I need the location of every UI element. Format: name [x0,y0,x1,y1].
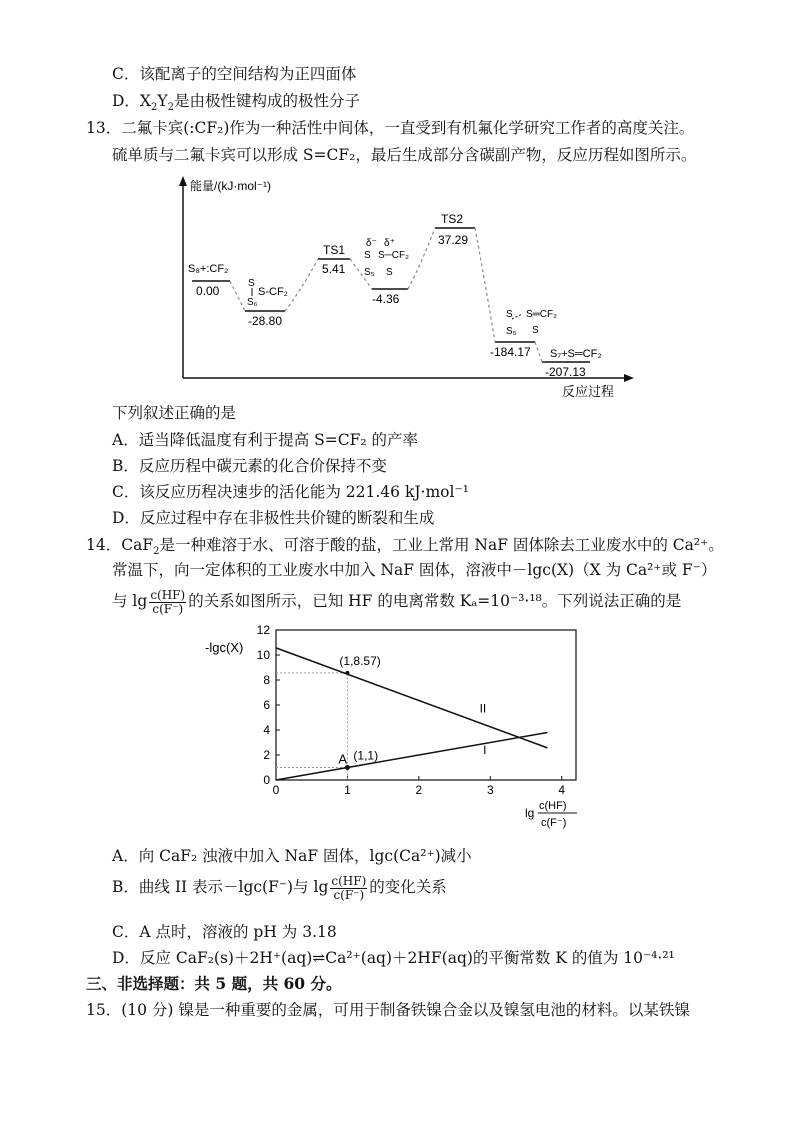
svg-text:S: S [506,309,513,320]
point-a-label: A [338,751,348,767]
energy-6: -207.13 [545,365,586,379]
state-s8-cf2: S₈+:CF₂ [188,263,229,275]
energy-5: -184.17 [490,345,531,359]
q15-stem: 15．(10 分) 镍是一种重要的金属，可用于制备铁镍合金以及镍氢电池的材料。以某铁镍 [86,1001,690,1019]
section-3-heading: 三、非选择题：共 5 题，共 60 分。 [86,974,342,993]
energy-profile-diagram [150,172,640,402]
curve-ii-label: II [479,701,487,716]
q13-option-c: C．该反应历程决速步的活化能为 221.46 kJ·mol⁻¹ [112,483,469,501]
ts1-label: TS1 [323,243,346,257]
y-tick-label: 0 [263,773,270,787]
svg-text:S: S [364,250,371,261]
lgc-graph [195,618,615,840]
point-1 [345,671,349,675]
q13-prompt: 下列叙述正确的是 [112,404,237,422]
y-axis-title: -lgc(X) [205,640,244,655]
energy-0: 0.00 [196,284,220,298]
y-tick-label: 6 [263,698,270,712]
svg-text:δ⁻: δ⁻ [366,238,377,249]
q14-stem-line1: 14．CaF$_2$是一种难溶于水、可溶于酸的盐，工业上常用 NaF 固体除去工业废水中的 Ca²⁺。 [86,536,724,558]
series-line-II [276,648,547,748]
q14-option-c: C．A 点时，溶液的 pH 为 3.18 [112,923,337,941]
x-tick-label: 0 [272,783,280,797]
point-label-2: (1,1) [353,748,379,763]
y-tick-label: 10 [256,648,270,662]
q13-option-b: B．反应历程中碳元素的化合价保持不变 [112,457,387,475]
q14-option-d: D．反应 CaF₂(s)＋2H⁺(aq)⇌Ca²⁺(aq)＋2HF(aq)的平衡常数 K 的值为 10⁻⁴·²¹ [112,949,675,967]
curve-i-label: I [483,742,487,757]
energy-3: -4.36 [372,292,400,306]
y-tick-label: 12 [256,623,270,637]
energy-2: 5.41 [322,262,346,276]
x-tick-label: 2 [415,783,423,797]
q13-stem-line1: 13．二氟卡宾(:CF₂)作为一种活性中间体，一直受到有机氟化学研究工作者的高度关注。 [86,119,695,137]
intermediate-1: S-CF₂ [258,286,288,298]
svg-text:S₆: S₆ [247,297,258,308]
svg-text:S: S [248,278,255,289]
guide-1 [276,673,347,780]
svg-text:S₅: S₅ [506,326,517,337]
svg-text:δ⁺: δ⁺ [384,238,395,249]
x-tick-label: 3 [486,783,494,797]
y-tick-label: 4 [263,723,270,737]
intermediate-3: S═CF₂ [526,309,557,320]
plot-frame [276,630,576,780]
q13-option-a: A．适当降低温度有利于提高 S=CF₂ 的产率 [112,431,418,449]
y-axis-label: 能量/(kJ·mol⁻¹) [190,179,271,193]
x-axis-title-lg: lg [525,806,535,820]
x-tick-label: 4 [558,783,566,797]
q14-option-a: A．向 CaF₂ 浊液中加入 NaF 固体，lgc(Ca²⁺)减小 [112,847,472,865]
q13-stem-line2: 硫单质与二氟卡宾可以形成 S=CF₂，最后生成部分含碳副产物，反应历程如图所示。 [112,146,697,164]
energy-4: 37.29 [438,233,469,247]
x-axis-title-den: c(F⁻) [541,817,567,829]
series-line-I [276,733,547,781]
point-label-1: (1,8.57) [339,653,381,668]
q12-option-c: C．该配离子的空间结构为正四面体 [112,65,357,83]
svg-text:S: S [386,267,393,278]
energy-1: -28.80 [248,314,283,328]
svg-text:S: S [532,325,539,336]
x-axis-label: 反应过程 [562,384,615,399]
y-tick-label: 8 [263,673,270,687]
q14-stem-line3: 与 lg $\frac{c(HF)}{c(F^-)}$ 的关系如图所示，已知 HF 的电离常数 Kₐ=10⁻³·¹⁸。下列说法正确的是 [112,587,682,616]
q14-option-b: B．曲线 II 表示－lgc(F⁻)与 lg $\frac{c(HF)}{c(F^-)}$ 的变化关系 [112,873,447,902]
ts2-label: TS2 [441,212,464,226]
q13-option-d: D．反应过程中存在非极性共价键的断裂和生成 [112,509,435,527]
intermediate-2: S─CF₂ [378,250,409,261]
q14-stem-line2: 常温下，向一定体积的工业废水中加入 NaF 固体，溶液中－lgc(X)（X 为 Ca²⁺或 F⁻） [112,561,717,579]
y-tick-label: 2 [263,748,270,762]
x-axis-title-num: c(HF) [539,800,567,812]
x-tick-label: 1 [344,783,351,797]
q12-option-d: D．$X_2Y_2$是由极性键构成的极性分子 [112,92,360,114]
svg-text:S₅: S₅ [364,267,375,278]
product-label: S₇+S═CF₂ [550,348,602,360]
